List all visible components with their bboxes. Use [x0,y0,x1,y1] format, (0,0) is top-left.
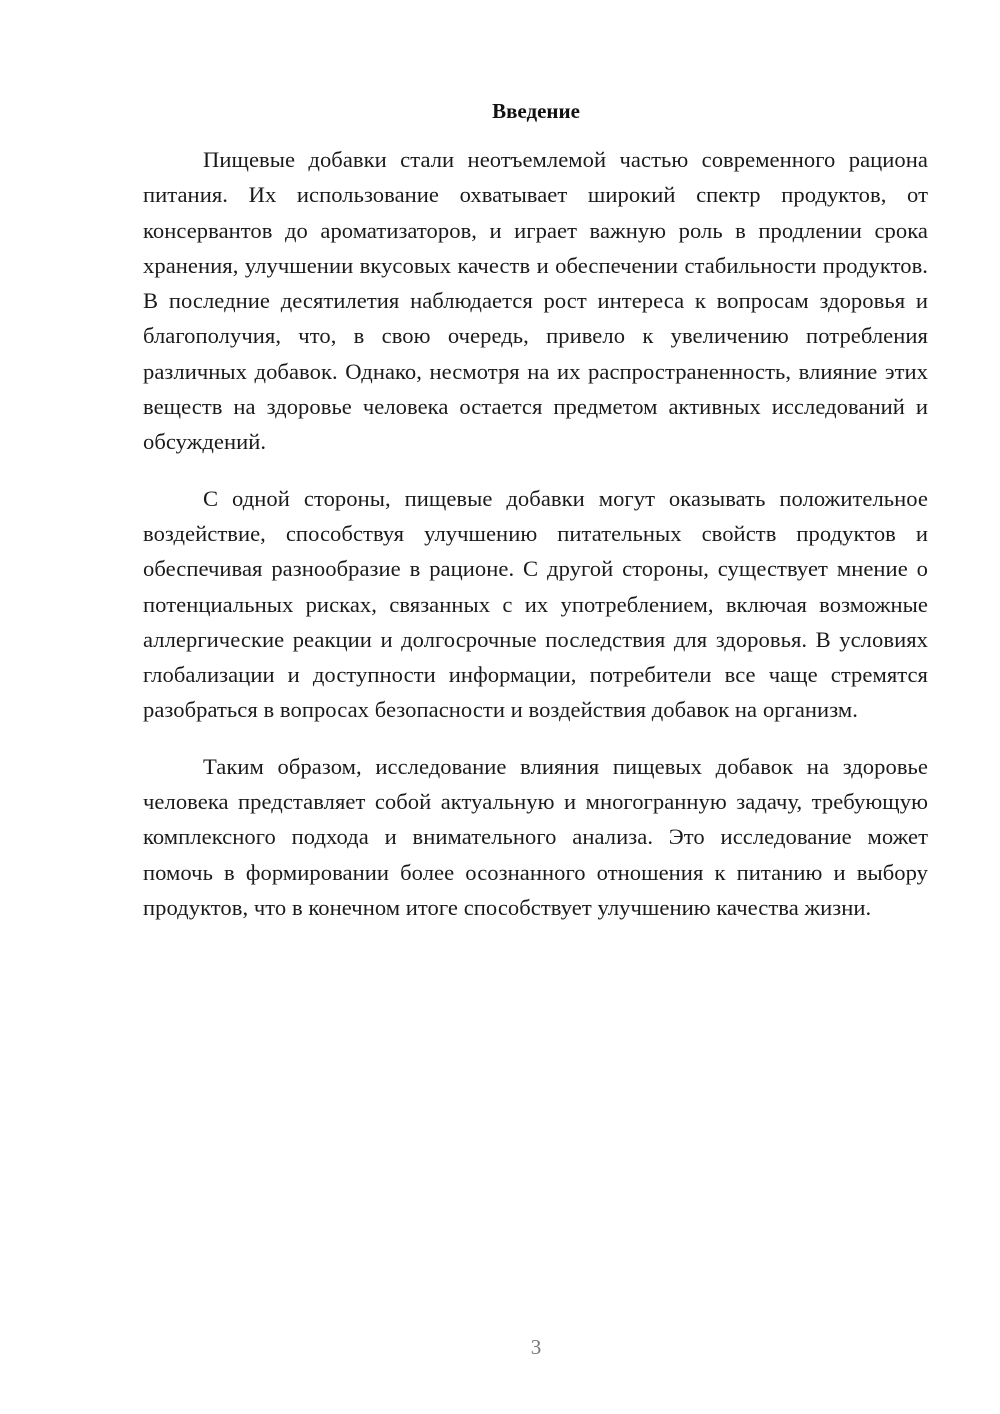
paragraph-conclusion: Таким образом, исследование влияния пищевых добавок на здоровье человека представляет собой актуальную и многогранную задачу, требующую комплексного подхода и внимательного анализа. Это исследование может помочь в формировании более осознанного отношения к питанию и выбору продуктов, что в конечном итоге способствует улучшению качества жизни. [143,753,928,920]
paragraph-intro: Пищевые добавки стали неотъемлемой частью современного рациона питания. Их использование охватывает широкий спектр продуктов, от консервантов до ароматизаторов, и играет важную роль в продлении срока хранения, улучшении вкусовых качеств и обеспечении стабильности продуктов. В последние десятилетия наблюдается рост интереса к вопросам здоровья и благополучия, что, в свою очередь, привело к увеличению потребления различных добавок. Однако, несмотря на их распространенность, влияние этих веществ на здоровье человека остается предметом активных исследований и обсуждений. [143,147,928,455]
page-number: 3 [530,1335,542,1359]
paragraph-benefits-risks: С одной стороны, пищевые добавки могут оказывать положительное воздействие, способствуя улучшению питательных свойств продуктов и обеспечивая разнообразие в рационе. С другой стороны, существует мнение о потенциальных рисках, связанных с их употреблением, включая возможные аллергические реакции и долгосрочные последствия для здоровья. В условиях глобализации и доступности информации, потребители все чаще стремятся разобраться в вопросах безопасности и воздействия добавок на организм. [143,485,928,723]
section-title: Введение [492,99,580,123]
document-body [143,142,928,946]
